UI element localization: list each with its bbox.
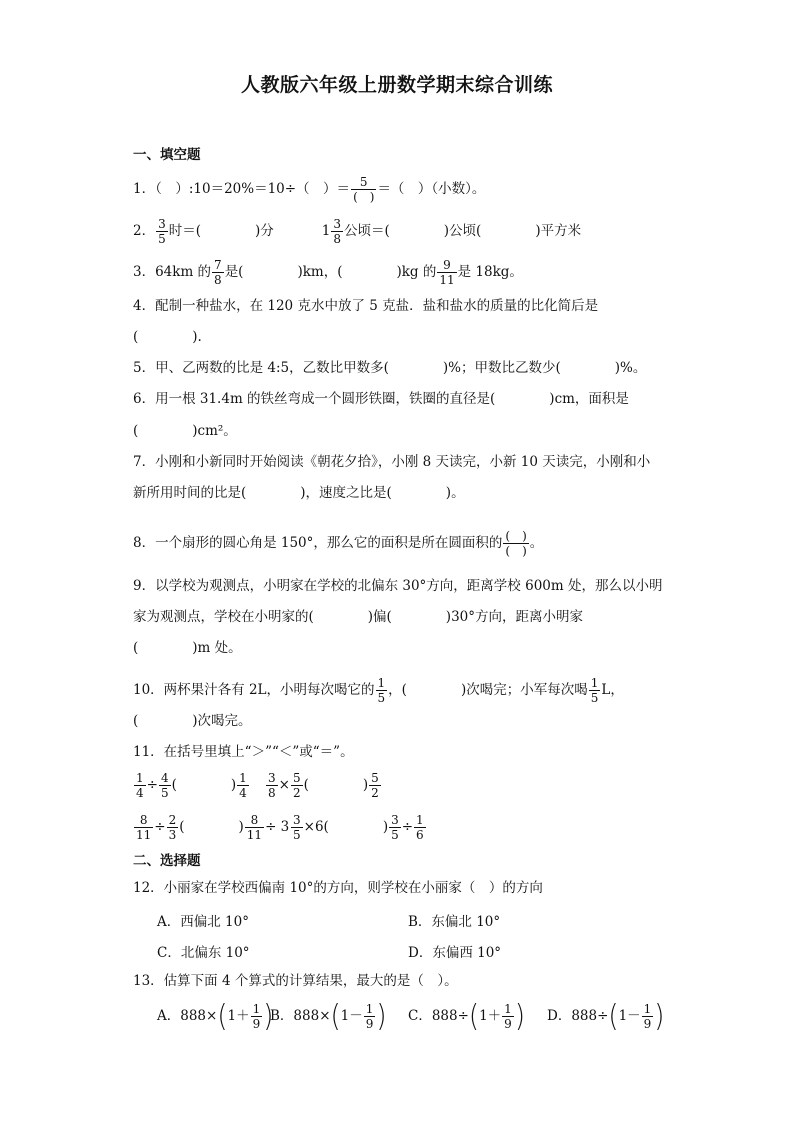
q12-option-a[interactable]: A．西偏北 10° xyxy=(157,914,249,930)
question-4-line-1: 4．配制一种盐水，在 120 克水中放了 5 克盐．盐和盐水的质量的比化简后是 xyxy=(133,298,599,314)
question-7-line-2: 新所用时间的比是( )，速度之比是( )。 xyxy=(133,485,465,501)
question-9-line-2: 家为观测点，学校在小明家的( )偏( )30°方向，距离小明家 xyxy=(133,609,583,625)
q13-option-a[interactable]: A．888×(1＋ $\frac{1}{9}$ ) xyxy=(157,999,274,1034)
question-3: 3．64km 的 $\frac{7}{8}$ 是( )km，( )kg 的 $\frac{9}{11}$ 是 18kg。 xyxy=(133,258,523,287)
q1-text-a: 1．（ ）:10＝20%＝10÷（ ）＝ xyxy=(133,181,351,197)
q11-compare-2: $\frac{3}{8}$ × $\frac{5}{2}$ ( ) $\frac{5}{2}$ xyxy=(268,771,379,800)
q1-text-b: ＝（ ）（小数）。 xyxy=(377,181,486,197)
q11-blank-1[interactable]: ( ) xyxy=(171,777,237,793)
q12-option-c[interactable]: C．北偏东 10° xyxy=(157,945,250,961)
q11-compare-3: $\frac{8}{11}$ ÷ $\frac{2}{3}$ ( ) $\frac{8}{11}$ ÷ 3 xyxy=(136,813,290,842)
page-title: 人教版六年级上册数学期末综合训练 xyxy=(240,74,553,96)
question-6-line-2: ( )cm²。 xyxy=(133,423,237,439)
q10-fraction-1: $\frac{1}{5}$ xyxy=(377,676,386,705)
q13-option-b[interactable]: B．888×(1－ $\frac{1}{9}$ ) xyxy=(270,999,387,1034)
question-12-stem: 12．小丽家在学校西偏南 10°的方向，则学校在小丽家（ ）的方向 xyxy=(133,880,543,896)
question-9-line-1: 9．以学校为观测点，小明家在学校的北偏东 30°方向，距离学校 600m 处，那么以小明 xyxy=(133,578,663,594)
section-fill-heading: 一、填空题 xyxy=(133,147,201,163)
question-4-line-2: ( ). xyxy=(133,329,202,345)
question-7-line-1: 7．小刚和小新同时开始阅读《朝花夕拾》，小刚 8 天读完，小新 10 天读完，小刚和小 xyxy=(133,454,651,470)
q11-blank-3[interactable]: ( ) xyxy=(179,819,244,835)
section-choice-heading: 二、选择题 xyxy=(133,853,201,869)
question-10: 10．两杯果汁各有 2L，小明每次喝它的 $\frac{1}{5}$ ，( )次喝完；小军每次喝 $\frac{1}{5}$ L， xyxy=(133,676,624,705)
question-11-stem: 11．在括号里填上“＞”“＜”或“＝”。 xyxy=(133,744,354,760)
question-13-stem: 13．估算下面 4 个算式的计算结果，最大的是（ ）。 xyxy=(133,973,458,989)
q2-fraction-2: $\frac{3}{8}$ xyxy=(333,217,342,246)
q11-blank-2[interactable]: ( ) xyxy=(303,777,369,793)
question-8: 8．一个扇形的圆心角是 150°，那么它的面积是所在圆面积的 $\frac{( )}{( )}$ 。 xyxy=(133,529,544,558)
q13-option-c[interactable]: C．888÷(1＋ $\frac{1}{9}$ ) xyxy=(408,999,525,1034)
q8-fraction: $\frac{( )}{( )}$ xyxy=(505,529,527,558)
q11-blank-4[interactable]: ( ) xyxy=(323,819,389,835)
question-6-line-1: 6．用一根 31.4m 的铁丝弯成一个圆形铁圈，铁圈的直径是( )cm，面积是 xyxy=(133,391,629,407)
question-9-line-3: ( )m 处。 xyxy=(133,640,242,656)
q12-option-b[interactable]: B．东偏北 10° xyxy=(408,914,501,930)
q2-fraction-1: $\frac{3}{5}$ xyxy=(158,217,166,246)
q10-fraction-2: $\frac{1}{5}$ xyxy=(590,676,599,705)
q11-compare-4: $\frac{3}{5}$ ×6( ) $\frac{3}{5}$ ÷ $\frac{1}{6}$ xyxy=(293,813,424,842)
q13-option-d[interactable]: D．888÷(1－ $\frac{1}{9}$ ) xyxy=(547,999,665,1034)
q11-compare-1: $\frac{1}{4}$ ÷ $\frac{4}{5}$ ( ) $\frac{1}{4}$ xyxy=(136,771,247,800)
question-1 xyxy=(133,176,485,203)
q12-option-d[interactable]: D．东偏西 10° xyxy=(408,945,502,961)
question-10-line-2: ( )次喝完。 xyxy=(133,713,252,729)
q1-fraction: $\frac{5}{( )}$ xyxy=(353,175,375,204)
question-5: 5．甲、乙两数的比是 4:5，乙数比甲数多( )%；甲数比乙数少( )%。 xyxy=(133,360,647,376)
question-2: 2． $\frac{3}{5}$ 时＝( )分 1 $\frac{3}{8}$ 公顷＝( )公顷( )平方米 xyxy=(133,217,582,246)
q3-fraction-1: $\frac{7}{8}$ xyxy=(214,258,222,287)
q3-fraction-2: $\frac{9}{11}$ xyxy=(439,258,455,287)
